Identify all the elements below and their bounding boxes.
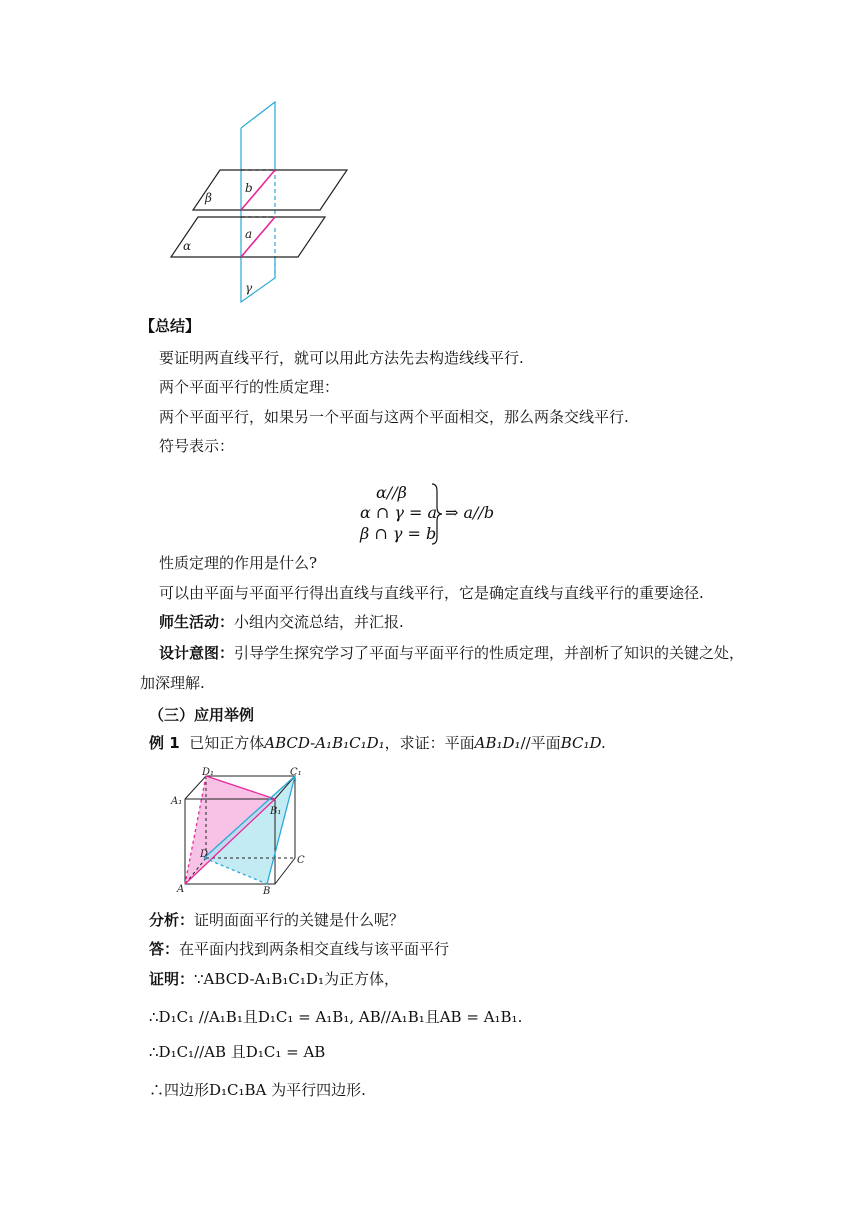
example-label: 例 1 xyxy=(149,734,180,752)
section-title: （三）应用举例 xyxy=(149,706,255,724)
analysis-label: 分析： xyxy=(149,911,195,929)
analysis-text: 证明面面平行的关键是什么呢？ xyxy=(194,911,405,929)
summary-p2: 两个平面平行的性质定理： xyxy=(159,378,340,396)
formula-result: ⇒ a//b xyxy=(445,503,495,522)
example-mid: ，求证：平面 xyxy=(384,734,475,752)
proof-line-2: ∴D₁C₁ //A₁B₁且D₁C₁ = A₁B₁, AB//A₁B₁且AB = A₁B₁. xyxy=(149,1008,523,1026)
formula-row2: α ∩ γ = a xyxy=(360,503,438,522)
label-a: a xyxy=(245,227,253,241)
summary-p4: 符号表示： xyxy=(159,437,235,455)
label-beta: β xyxy=(205,191,212,205)
proof-line-4: ∴四边形D₁C₁BA 为平行四边形. xyxy=(149,1081,366,1099)
formula-row3: β ∩ γ = b xyxy=(360,524,437,543)
label-D: D xyxy=(200,849,209,860)
label-gamma: γ xyxy=(245,281,253,295)
example-sep: //平面 xyxy=(520,734,561,752)
summary-p1: 要证明两直线平行，就可以用此方法先去构造线线平行. xyxy=(159,349,524,367)
parallel-planes-figure xyxy=(165,100,355,305)
label-D1: D₁ xyxy=(202,767,215,778)
answer-label: 答： xyxy=(149,940,180,958)
theorem-formula xyxy=(355,481,505,547)
formula-row1: α//β xyxy=(376,483,407,502)
label-C: C xyxy=(297,855,305,866)
question-answer: 可以由平面与平面平行得出直线与直线平行，它是确定直线与直线平行的重要途径. xyxy=(159,584,704,602)
example-pre: 已知正方体 xyxy=(189,734,265,752)
label-B: B xyxy=(263,886,271,896)
example-plane2: BC₁D. xyxy=(560,734,606,752)
example-plane1: AB₁D₁ xyxy=(474,734,521,752)
right-brace xyxy=(431,483,443,545)
proof-line-3: ∴D₁C₁//AB 且D₁C₁ = AB xyxy=(149,1043,326,1061)
summary-p3: 两个平面平行，如果另一个平面与这两个平面相交，那么两条交线平行. xyxy=(159,408,629,426)
proof-label: 证明： xyxy=(149,970,195,988)
question-text: 性质定理的作用是什么? xyxy=(159,554,318,572)
label-A: A xyxy=(177,884,185,895)
activity-label: 师生活动： xyxy=(159,613,235,631)
proof-line-1: ∵ABCD-A₁B₁C₁D₁为正方体， xyxy=(194,970,399,988)
label-C1: C₁ xyxy=(290,767,302,778)
design-label: 设计意图： xyxy=(159,644,235,662)
label-B1: B₁ xyxy=(270,806,282,817)
label-alpha: α xyxy=(183,239,192,253)
answer-text: 在平面内找到两条相交直线与该平面平行 xyxy=(179,940,450,958)
design-text-2: 加深理解. xyxy=(140,674,205,692)
label-b: b xyxy=(245,181,253,195)
cube-figure xyxy=(168,766,313,896)
example-cube: ABCD-A₁B₁C₁D₁ xyxy=(264,734,385,752)
summary-heading: 【总结】 xyxy=(140,317,201,335)
activity-text: 小组内交流总结，并汇报. xyxy=(234,613,404,631)
design-text-1: 引导学生探究学习了平面与平面平行的性质定理，并剖析了知识的关键之处， xyxy=(234,644,745,662)
label-A1: A₁ xyxy=(171,796,183,807)
